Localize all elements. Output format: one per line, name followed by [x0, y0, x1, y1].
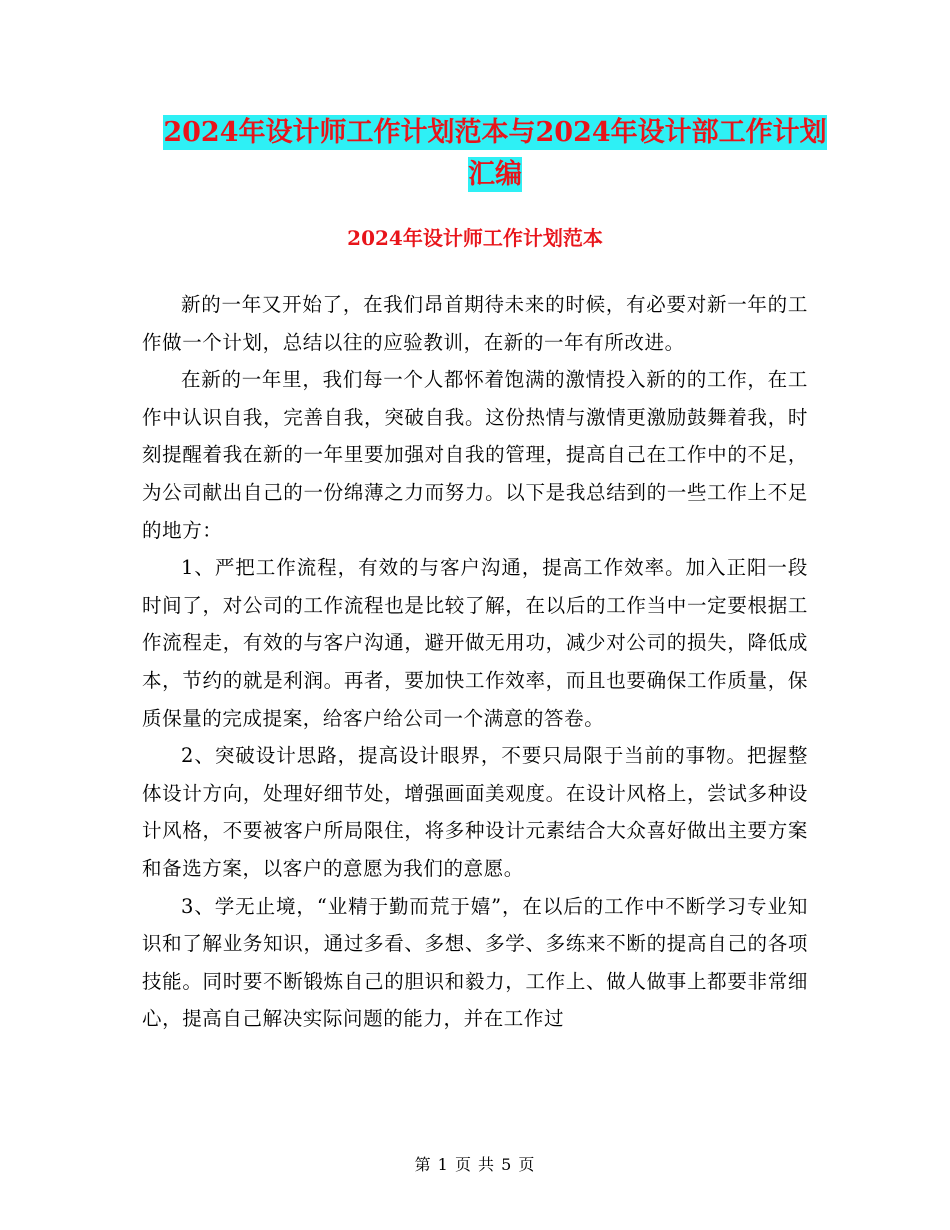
page-footer: 第 1 页 共 5 页	[414, 1155, 536, 1174]
paragraph: 在新的一年里，我们每一个人都怀着饱满的激情投入新的的工作，在工作中认识自我，完善自我，突破自我。这份热情与激情更激励鼓舞着我，时刻提醒着我在新的一年里要加强对自我的管理，提高自己在工作中的不足，为公司献出自己的一份绵薄之力而努力。以下是我总结到的一些工作上不足的地方：	[142, 368, 808, 542]
paragraph: 1、严把工作流程，有效的与客户沟通，提高工作效率。加入正阳一段时间了，对公司的工作流程也是比较了解，在以后的工作当中一定要根据工作流程走，有效的与客户沟通，避开做无用功，减少对公司的损失，降低成本，节约的就是利润。再者，要加快工作效率，而且也要确保工作质量，保质保量的完成提案，给客户给公司一个满意的答卷。	[142, 556, 808, 730]
paragraph: 新的一年又开始了，在我们昂首期待未来的时候，有必要对新一年的工作做一个计划，总结以往的应验教训，在新的一年有所改进。	[142, 293, 808, 354]
paragraph: 3、学无止境，“业精于勤而荒于嬉”，在以后的工作中不断学习专业知识和了解业务知识，通过多看、多想、多学、多练来不断的提高自己的各项技能。同时要不断锻炼自己的胆识和毅力，工作上、做人做事上都要非常细心，提高自己解决实际问题的能力，并在工作过	[142, 894, 808, 1031]
document-title-line-2	[145, 152, 845, 197]
document-title-text-2: 汇编	[468, 159, 522, 190]
section-heading: 2024年设计师工作计划范本	[347, 226, 603, 250]
document-title-line-1	[145, 110, 845, 155]
paragraph: 2、突破设计思路，提高设计眼界，不要只局限于当前的事物。把握整体设计方向，处理好细节处，增强画面美观度。在设计风格上，尝试多种设计风格，不要被客户所局限住，将多种设计元素结合大众喜好做出主要方案和备选方案，以客户的意愿为我们的意愿。	[142, 744, 808, 880]
document-body	[142, 286, 808, 1038]
document-title-text-1: 2024年设计师工作计划范本与2024年设计部工作计划	[163, 117, 827, 148]
